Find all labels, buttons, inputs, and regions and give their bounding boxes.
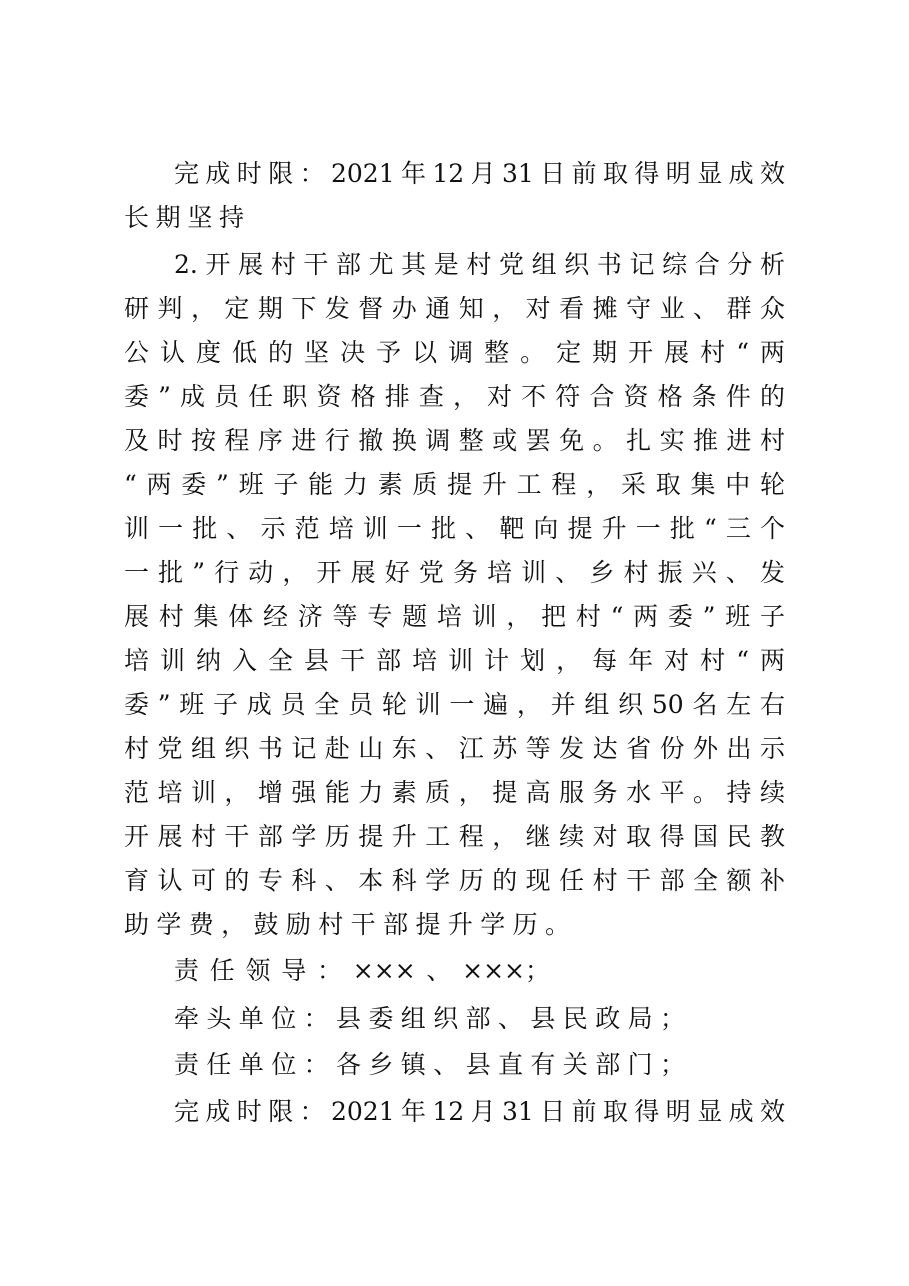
line-text: 完成时限：2021年12月31日前取得明显成效 xyxy=(174,1097,785,1126)
text-line-completion-deadline-2 xyxy=(174,1090,785,1134)
text-line xyxy=(124,551,785,595)
line-text: 村党组织书记赴山东、江苏等发达省份外出示 xyxy=(124,734,785,763)
line-text: 范培训，增强能力素质，提高服务水平。持续 xyxy=(124,778,785,807)
text-line xyxy=(124,375,785,419)
line-text: 及时按程序进行撤换调整或罢免。扎实推进村 xyxy=(124,426,785,455)
line-text: 委”班子成员全员轮训一遍，并组织50名左右 xyxy=(124,690,785,719)
text-line xyxy=(124,463,785,507)
line-text: 完成时限：2021年12月31日前取得明显成效 xyxy=(174,159,785,188)
text-line xyxy=(124,683,785,727)
text-line-responsible-leader xyxy=(174,949,550,993)
line-text: 委”成员任职资格排查，对不符合资格条件的 xyxy=(124,382,785,411)
text-line-lead-unit xyxy=(174,997,685,1041)
text-line xyxy=(124,859,785,903)
line-text: 培训纳入全县干部培训计划，每年对村“两 xyxy=(124,646,785,675)
text-line-paragraph-end xyxy=(124,903,570,947)
line-text: 牵头单位：县委组织部、县民政局； xyxy=(174,1004,685,1033)
line-text: 训一批、示范培训一批、靶向提升一批“三个 xyxy=(124,514,785,543)
line-text: 助学费，鼓励村干部提升学历。 xyxy=(124,910,570,939)
line-text: 研判，定期下发督办通知，对看摊守业、群众 xyxy=(124,294,785,323)
text-line xyxy=(124,331,785,375)
line-text: 责任单位：各乡镇、县直有关部门； xyxy=(174,1050,685,1079)
line-text: 开展村干部学历提升工程，继续对取得国民教 xyxy=(124,822,785,851)
line-text: 公认度低的坚决予以调整。定期开展村“两 xyxy=(124,338,785,367)
text-line xyxy=(124,815,785,859)
line-text: 长期坚持 xyxy=(124,203,244,232)
line-text: 2.开展村干部尤其是村党组织书记综合分析 xyxy=(174,250,785,279)
line-text: 责任领导：×××、×××； xyxy=(174,956,550,985)
text-line xyxy=(124,771,785,815)
text-line xyxy=(124,287,785,331)
text-line-item-2-start xyxy=(174,243,785,287)
line-text: 育认可的专科、本科学历的现任村干部全额补 xyxy=(124,866,785,895)
text-line xyxy=(124,419,785,463)
line-text: 一批”行动，开展好党务培训、乡村振兴、发 xyxy=(124,558,785,587)
text-line xyxy=(124,639,785,683)
line-text: “两委”班子能力素质提升工程，采取集中轮 xyxy=(124,470,785,499)
text-line xyxy=(124,507,785,551)
text-line-completion-deadline-1 xyxy=(174,152,785,196)
text-line xyxy=(124,595,785,639)
line-text: 展村集体经济等专题培训，把村“两委”班子 xyxy=(124,602,785,631)
text-line-long-term xyxy=(124,196,244,240)
text-line-responsible-unit xyxy=(174,1043,685,1087)
text-line xyxy=(124,727,785,771)
